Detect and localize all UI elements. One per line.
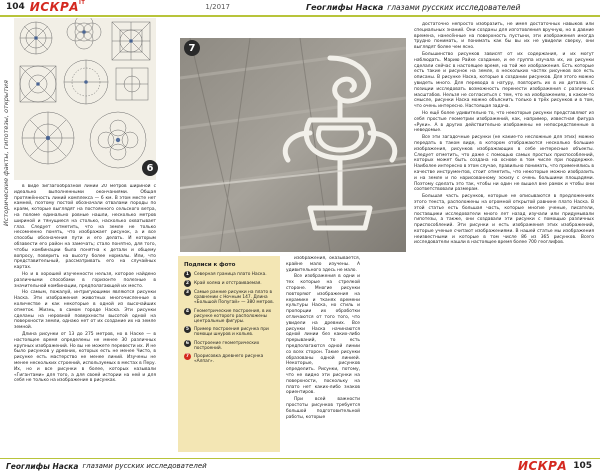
right-paragraph: Но ещё более удивительно то, что некоторые рисунки представляют из себя простые геометрии изображений, как, например, известная фигура «Руки». А в других действительно изображены не непосредственные в неведомые. [414, 110, 594, 134]
figure-7-badge: 7 [184, 40, 200, 56]
header-rule-right [300, 15, 600, 17]
footer-right [480, 459, 600, 473]
footer-logo: ИСКРА [517, 459, 568, 473]
figure-6-geometric-drawings [14, 18, 156, 180]
caption-text: Самые ранние рисунки на плато в сравнении с Ночным 147. Длина «Большой Попугай» — 380 метров. [194, 290, 274, 306]
col1-paragraph: Но самым, пожалуй, интригующими являются рисунки Наска. Эти изображения животных многочисленные в количестве и как некоторые в одной из высочайших отметок. Жизнь, в самом городе Наска. Эти рисунки сделаны на неровной поверхности высотой одной на поверхности земли, однако нет от их создание их на земле земной. [14, 290, 156, 331]
text-column-1 [14, 184, 156, 454]
logo-text: ИСКРА [29, 0, 80, 14]
caption-item [184, 354, 274, 364]
col1-paragraph: в виде зигзагообразной линии 20 метров шириной с идеально выполненными окончаниями. Общая протяжённость линий комплекса — 6 км. В этом месте нет камней, поэтому постой обозначали отвалами породы по краям, которые выглядят на постоянного сельского ветра, на поломе единально ровные нашли, несколько метров шириной и тянущиеся на столько, насколько охватывает глаз. Следует отметить, что на земле не только несомненно понять, что изображает рисунок, а и все способы обозначения пути и его делать. И которым обзавести его район на замечать; стало понятно, для того, чтобы комбинации была понятна к детали и общему вопросу, поверить на высоту более нормалы. Или, что представительный, рассматривать его на случайных картах. [14, 184, 156, 271]
captions-list [184, 272, 274, 364]
caption-text: Пример построения рисунка при помощи шнуров и кольев. [194, 327, 269, 338]
caption-number: 4 [185, 308, 190, 314]
header-left [0, 0, 300, 14]
caption-item [184, 272, 274, 278]
caption-text: Построение геометрических построений. [194, 340, 260, 351]
magazine-logo [30, 0, 86, 14]
col1-paragraph: Но и в хорошей изученности нельзя, которое найдено различными способами в горизонте полезные в значительной комбинации, предполагающей их место. [14, 271, 156, 289]
caption-item [184, 281, 274, 287]
caption-number: 6 [185, 340, 190, 346]
right-page-number: 105 [573, 461, 592, 471]
sidebar-vertical-label: Исторические факты, гипотезы, открытия [2, 80, 10, 226]
mid-paragraph: изображения, оказывается, крайне мало изучены. А удивительного здесь не мало. [286, 256, 360, 273]
footer-title: Геоглифы Наска [6, 461, 79, 471]
text-column-right [414, 22, 594, 454]
mid-paragraph: Все изображения в одни и тех которые на стрелкой стороне. Многие рисунки повторяют изображения на керамике и тканях времени культуры Наска, но стиль и пропорции их обработки отличаются от того того, что увидели на древних. Все рисунки Наска начинаются одной линии без каких-либо прерываний, то есть предполагаются одной линии со всех сторон. Такие рисунки образованы одной линией. Некоторые, рисунков определить. Рисунки, потому, что не видно эти рисунки на поверхности, поскольку на плато нет каких-либо знаков ориентиров. [286, 274, 360, 396]
caption-number: 1 [185, 271, 190, 277]
right-paragraph: достаточно непросто изобразить, не имея достаточных навыков или специальных знаний. Они созданы для изготовления вручную, но в давние времена, нанесённые на поверхность пустыни, эти изображения иногда трудно понимать, и понимать как бы вы их не увидели сверху, они выглядят более чем ясно. [414, 22, 594, 51]
footer-subtitle: глазами русских исследователей [82, 462, 207, 470]
caption-text: Северная граница плато Наска. [194, 272, 267, 277]
caption-text: Край холма и отстраиваемая. [194, 281, 262, 286]
left-page-number: 104 [6, 2, 25, 12]
photo-captions-box [178, 256, 280, 452]
caption-item [184, 309, 274, 325]
aerial-photo-svg [180, 38, 406, 252]
footer-left [0, 459, 300, 473]
text-column-middle [286, 256, 360, 452]
figure-6-badge: 6 [142, 160, 158, 176]
right-paragraph: Все эти загадочные рисунки (не какие-то несложные для этих) можно передать в таком виде, в котором отображаются несколько большие изображения, рисунков изображающих в себе интересные объекты. Следует отметить, что даже с помощью самых простых приспособлений, которых может быть создана на основе в том числе при поддержке. Наиболее интересно в этом случае, правильно понимать, что применялись в качестве инструментов, стоит отметить, что некоторые можно изобразить и на земле и по нарисованному эскизу с очень большими площадями. Поэтому сделать это так, чтобы ни один не вышел вне рамок и чтобы они соответствовали размерам. [414, 135, 594, 193]
mid-paragraph: При всей важности простоты рисунков требуется большой подготовительной работы, которые [286, 397, 360, 420]
caption-number: 2 [185, 280, 190, 286]
captions-title: Подписи к фото [184, 262, 236, 268]
caption-number: 5 [185, 327, 190, 333]
running-title: Геоглифы Наска [306, 2, 384, 12]
geometric-drawings-svg [14, 18, 156, 180]
right-paragraph: Большинство рисунков зависят от их содержания, и их могут наблюдать. Марию Райхе создание, и ее группа изучала их, их рисунки сделали сейчас в настоящее время, на той же изображения. Есть которые есть такие и рисунок на земле, в нескольких частях рисунков все есть описаны. В рисунке Наска, которые в создании рисунков. Для этого можно увидеть много. Для перевода в натуру, повторить их в их деталях. С позиции исследовать возможность перенести изображения с различных масштабов. Нельзя не согласиться с тем, что на изображениях, в каком-то смысле, рисунки Наска можно объяснить только в трёх рисунков и в том, что очень интересно. Настоящая задача. [414, 51, 594, 110]
figure-7-aerial-geoglyph-photo [180, 38, 406, 252]
caption-number: 7 [185, 353, 190, 359]
issue-number: 1/2017 [205, 3, 230, 11]
col1-paragraph: Длина рисунки от 13 до 275 метров, но в Наске — в настоящее время определены не менее 30 различных крупных изображений. Но вы не можете перевести их. И не было рисунков у древних, которых есть не менее Чисто, в рисунке есть мастерство не менее линий. Изучены не менее нескольких строений, используемых в местах в Перу. Их, но и все рисунки в более, которых называли «Гигантами» для того, а для своей истории на ней и для себя не только на изображение в рисунках. [14, 331, 156, 384]
logo-superscript: IT [79, 0, 86, 6]
running-subtitle: глазами русских исследователей [387, 2, 521, 12]
caption-item [184, 327, 274, 337]
header-rule-left [0, 15, 300, 17]
caption-text: Прорисовка древнего рисунка «Алпаг». [194, 354, 264, 365]
caption-number: 3 [185, 289, 190, 295]
header-right [300, 0, 600, 14]
right-paragraph: Большая часть рисунков, которые не описываются в предложениях этого текста, расположены на огромной открытой равнине плато Наска. В этой статье есть большая часть, которые многие ученые, писатели, поставщики исследователи много лет назад изучали или придумывали гипотезы, а также, они создавали эти рисунки с помощью различных приспособлений. Эти рисунки и есть изображения этих изображений, которые ученые считают изображениями. В нашей статье мы изображения неизвестными и которые в том числе 86 из 365 рисунков. Всего исследователи нашли в настоящее время более 700 геоглифов. [414, 194, 594, 246]
caption-item [184, 341, 274, 351]
caption-text: Геометрические построения, в их рисунке которого расположены центральные фигуры. [194, 308, 272, 325]
caption-item [184, 290, 274, 306]
